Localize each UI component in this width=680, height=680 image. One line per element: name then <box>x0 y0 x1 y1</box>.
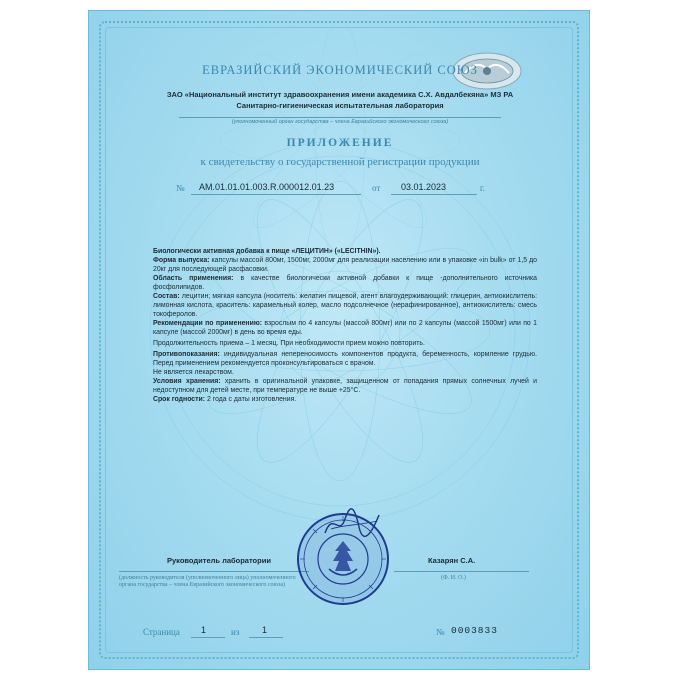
composition-label: Состав: <box>153 293 180 300</box>
storage-label: Условия хранения: <box>153 378 221 385</box>
fio-note: (Ф. И. О.) <box>441 575 466 581</box>
authority-note: (уполномоченный орган государства – члена Евразийского экономического союза) <box>231 119 449 125</box>
signatory-position: Руководитель лаборатории <box>167 556 271 565</box>
document-subtitle: к свидетельству о государственной регистрации продукции <box>200 156 480 168</box>
shelf-life-label: Срок годности: <box>153 396 206 403</box>
form-text: капсулы массой 800мг, 1500мг, 2000мг для реализации населению или в упаковке «in bulk» от 1,5 до 20кг для последующей расфасовки. <box>153 257 537 273</box>
page-total-line <box>249 637 283 638</box>
laboratory-name: Санитарно-гигиеническая испытательная лаборатория <box>236 101 444 110</box>
page-number: 1 <box>201 625 207 635</box>
registration-date: 03.01.2023 <box>401 182 447 192</box>
serial-number: 0003833 <box>451 625 498 636</box>
page-total: 1 <box>262 625 268 635</box>
page-label: Страница <box>143 627 180 637</box>
product-name: Биологически активная добавка к пище «ЛЕЦИТИН» («LECITHIN»). <box>153 248 381 255</box>
registration-date-line <box>391 194 477 195</box>
official-stamp-icon <box>295 511 391 607</box>
registration-date-label: от <box>372 183 381 193</box>
usage-label: Область применения: <box>153 275 234 282</box>
composition-text: лецитин; мягкая капсула (носитель: желатин пищевой, агент влагоудерживающий: глицерин, антиокислитель: лимонная кислота, краситель: карамельный колер, масло подсолнечное (нерафинированное), антиокислитель: смесь токоферолов. <box>153 293 537 318</box>
position-line <box>119 571 309 572</box>
document-title: ПРИЛОЖЕНИЕ <box>286 137 394 149</box>
certificate-sheet <box>88 10 590 670</box>
union-title: ЕВРАЗИЙСКИЙ ЭКОНОМИЧЕСКИЙ СОЮЗ <box>202 63 478 77</box>
registration-number-line <box>191 194 361 195</box>
usage-text: в качестве биологически активной добавки к пище -дополнительного источника фосфолипидов. <box>153 275 537 291</box>
registration-number-label: № <box>176 183 185 193</box>
registration-number: AM.01.01.01.003.R.000012.01.23 <box>199 182 335 192</box>
page-of-label: из <box>231 627 240 637</box>
contraindications-text: индивидуальная непереносимость компонентов продукта, беременность, кормление грудью. Перед применением рекомендуется проконсультироваться с врачом. <box>153 351 537 367</box>
shelf-life-text: 2 года с даты изготовления. <box>206 396 297 403</box>
not-drug-note: Не является лекарством. <box>153 369 234 376</box>
storage-text: хранить в оригинальной упаковке, защищенном от попадания прямых солнечных лучей и недоступном для детей месте, при температуре не выше +25°С. <box>153 378 537 394</box>
page-number-line <box>191 637 225 638</box>
year-suffix: г. <box>480 183 485 193</box>
recommendations-label: Рекомендации по применению: <box>153 320 263 327</box>
position-note: (должность руководителя (уполномоченного лица) уполномоченного органа государства – члена Евразийского экономического союза) <box>119 575 296 588</box>
product-description <box>153 247 537 404</box>
duration-text: Продолжительность приема – 1 месяц. При необходимости прием можно повторить. <box>153 340 425 347</box>
contraindications-label: Противопоказания: <box>153 351 220 358</box>
serial-label: № <box>436 627 445 637</box>
form-label: Форма выпуска: <box>153 257 210 264</box>
institute-name: ЗАО «Национальный институт здравоохранения имени академика С.Х. Авдалбекяна» МЗ РА <box>166 90 514 99</box>
signatory-name: Казарян С.А. <box>428 556 476 565</box>
name-line <box>394 571 529 572</box>
authority-underline <box>179 117 501 118</box>
recommendations-text: взрослым по 4 капсулы (массой 800мг) или по 2 капсулы (массой 1500мг) или по 1 капсуле (массой 2000мг) в день во время еды. <box>153 320 537 336</box>
